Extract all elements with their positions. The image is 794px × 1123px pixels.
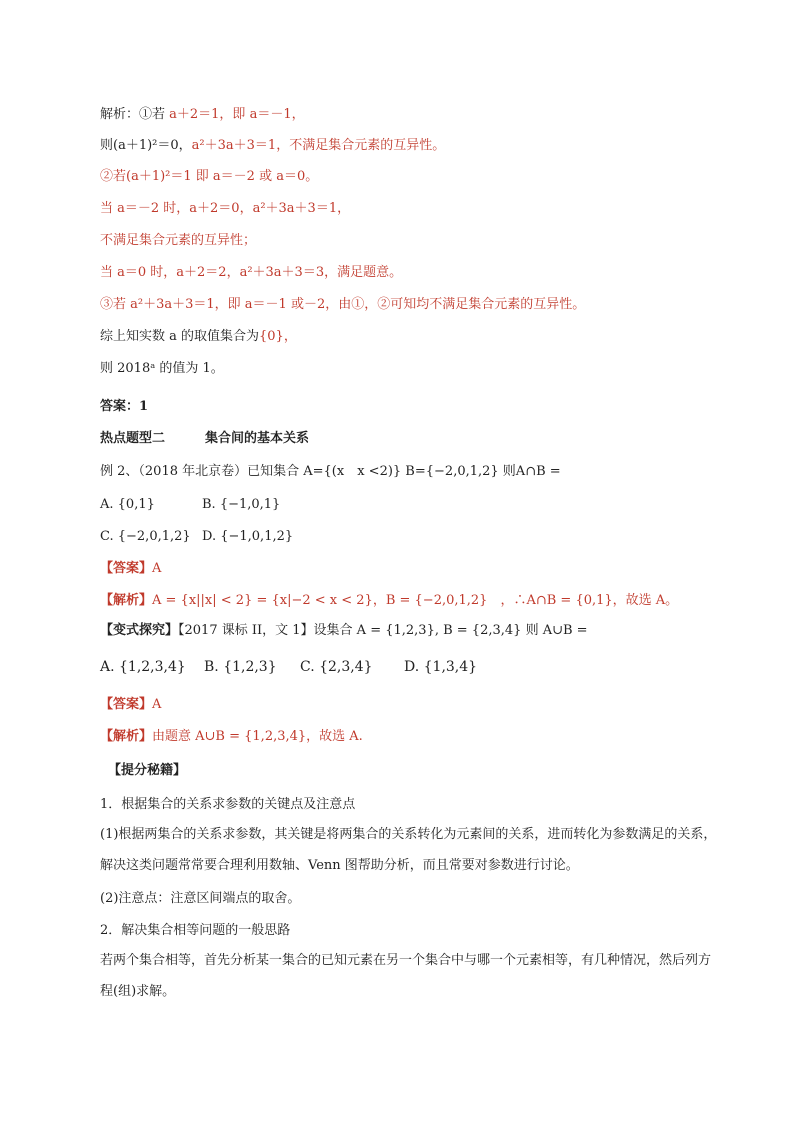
tips-heading-1: 1．根据集合的关系求参数的关键点及注意点 xyxy=(100,797,356,812)
tips-heading-2: 2．解决集合相等问题的一般思路 xyxy=(100,923,291,938)
variant-answer: 【答案】A xyxy=(100,697,162,712)
variant-option-d: D. {1,3,4} xyxy=(404,659,478,675)
variant-options xyxy=(100,658,477,676)
tips-paragraph-3: 若两个集合相等，首先分析某一集合的已知元素在另一个集合中与哪一个元素相等，有几种情况，然后列方程(组)求解。 xyxy=(100,953,712,999)
solution-line-8: 综上知实数 a 的取值集合为{0}， xyxy=(100,329,297,344)
option-b: B. {−1,0,1} xyxy=(202,497,281,512)
example-options-row-1 xyxy=(100,496,280,514)
section-heading: 热点题型二 集合间的基本关系 xyxy=(100,431,310,446)
solution-line-2: 则(a＋1)²＝0，a²＋3a＋3＝1，不满足集合元素的互异性。 xyxy=(100,138,446,153)
solution-line-1: 解析：①若 a＋2＝1，即 a＝－1， xyxy=(100,107,305,122)
option-d: D. {−1,0,1,2} xyxy=(202,529,294,544)
variant-explanation: 【解析】由题意 A∪B = {1,2,3,4}，故选 A. xyxy=(100,729,363,744)
option-a: A. {0,1} xyxy=(100,497,155,512)
example-options-row-2 xyxy=(100,528,293,546)
solution-line-3: ②若(a＋1)²＝1 即 a＝－2 或 a＝0。 xyxy=(100,169,319,184)
variant-option-b: B. {1,2,3} xyxy=(204,659,277,675)
tips-paragraph-2: (2)注意点：注意区间端点的取舍。 xyxy=(100,891,301,906)
example-answer: 【答案】A xyxy=(100,561,162,576)
variant-option-c: C. {2,3,4} xyxy=(300,659,373,675)
example-explanation: 【解析】A = {x||x| < 2} = {x|−2 < x < 2}，B = {−2,0,1,2} ，∴A∩B = {0,1}，故选 A。 xyxy=(100,593,679,608)
variant-question: 【变式探究】【2017 课标 II，文 1】设集合 A = {1,2,3}, B = {2,3,4} 则 A∪B = xyxy=(100,623,588,638)
solution-line-4: 当 a＝－2 时，a＋2＝0，a²＋3a＋3＝1， xyxy=(100,201,351,216)
answer-line: 答案：1 xyxy=(100,399,149,414)
option-c: C. {−2,0,1,2} xyxy=(100,529,191,544)
solution-line-5: 不满足集合元素的互异性； xyxy=(100,233,257,248)
solution-line-7: ③若 a²＋3a＋3＝1，即 a＝－1 或－2，由①，②可知均不满足集合元素的互异性。 xyxy=(100,297,586,312)
solution-line-9: 则 2018ᵃ 的值为 1。 xyxy=(100,361,224,376)
tips-paragraph-1: (1)根据两集合的关系求参数，其关键是将两集合的关系转化为元素间的关系，进而转化为参数满足的关系，解决这类问题常常要合理利用数轴、Venn 图帮助分析，而且常要对参数进行讨论。 xyxy=(100,827,717,873)
example-question: 例 2、（2018 年北京卷）已知集合 A={(x x <2)} B={−2,0,1,2} 则A∩B = xyxy=(100,464,561,479)
tips-heading: 【提分秘籍】 xyxy=(108,763,187,778)
variant-option-a: A. {1,2,3,4} xyxy=(100,659,186,675)
solution-line-6: 当 a＝0 时，a＋2＝2，a²＋3a＋3＝3，满足题意。 xyxy=(100,265,403,280)
